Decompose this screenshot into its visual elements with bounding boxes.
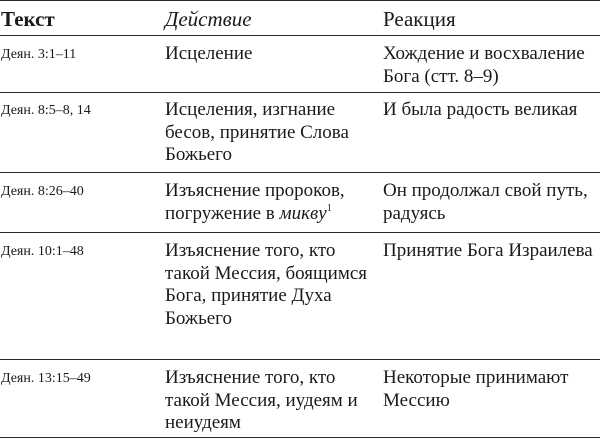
- row-action: [165, 180, 380, 225]
- row-action: Изъяснение того, кто такой Мессия, иудеям и неиудеям: [165, 367, 358, 433]
- row-divider: [0, 92, 600, 93]
- row-divider: [0, 359, 600, 360]
- row-reaction: Он продолжал свой путь, радуясь: [383, 180, 588, 224]
- row-ref: Деян. 10:1–48: [1, 244, 84, 259]
- table-top-rule: [0, 0, 600, 1]
- row-divider: [0, 172, 600, 173]
- row-action: Изъяснение того, кто такой Мессия, боящимся Бога, принятие Духа Божьего: [165, 240, 368, 329]
- row-ref: Деян. 13:15–49: [1, 371, 91, 386]
- row-divider: [0, 232, 600, 233]
- row-reaction: И была радость великая: [383, 99, 578, 120]
- row-reaction: Некоторые принимают Мессию: [383, 367, 569, 411]
- header-text: Текст: [1, 7, 55, 31]
- row-reaction: Хождение и восхваление Бога (стт. 8–9): [383, 43, 585, 87]
- row-reaction: Принятие Бога Израилева: [383, 240, 593, 261]
- row-ref: Деян. 8:5–8, 14: [1, 103, 91, 118]
- row-action-italic: микву: [279, 202, 327, 224]
- header-rule: [0, 35, 600, 36]
- row-action-text: Изъяснение пророков, погружение в: [165, 180, 345, 224]
- row-ref: Деян. 3:1–11: [1, 47, 77, 62]
- footnote-marker[interactable]: 1: [326, 202, 332, 214]
- row-action: Исцеление: [165, 43, 253, 64]
- row-ref: Деян. 8:26–40: [1, 184, 84, 199]
- header-reaction: Реакция: [383, 7, 456, 31]
- row-action: Исцеления, изгнание бесов, принятие Слова Божьего: [165, 99, 349, 165]
- table-bottom-rule: [0, 437, 600, 438]
- header-action: Действие: [165, 7, 252, 31]
